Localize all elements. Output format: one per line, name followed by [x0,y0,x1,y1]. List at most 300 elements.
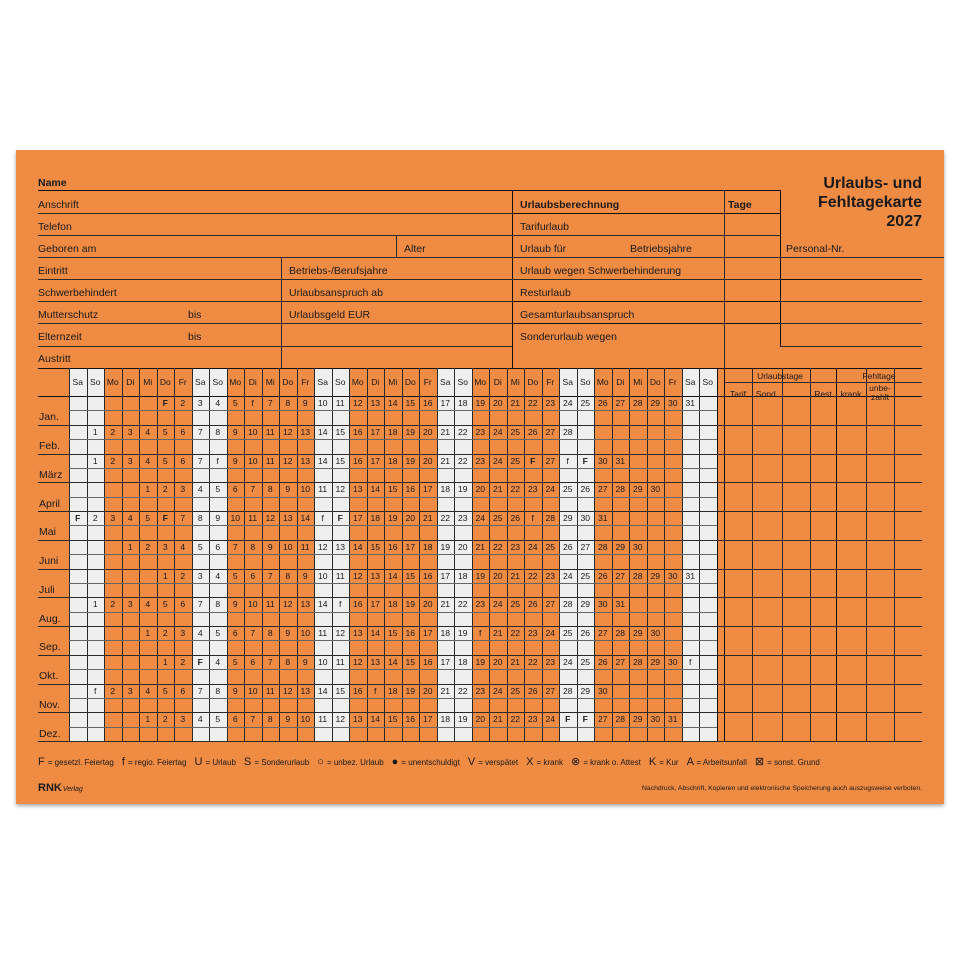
day-cell[interactable]: 16 [405,484,416,495]
day-cell[interactable]: 10 [282,541,293,552]
day-cell[interactable]: 22 [527,656,538,667]
day-cell[interactable]: 2 [110,455,116,466]
day-cell[interactable]: 16 [352,599,363,610]
day-cell[interactable]: 11 [265,685,275,696]
day-cell[interactable]: f [566,455,569,466]
day-cell[interactable]: 27 [597,484,608,495]
day-cell[interactable]: 17 [422,714,433,725]
day-cell[interactable]: 21 [440,455,451,466]
day-cell[interactable]: 21 [440,426,451,437]
day-cell[interactable]: 13 [300,455,311,466]
day-cell[interactable]: F [162,513,168,523]
day-cell[interactable]: 16 [405,714,416,725]
day-cell[interactable]: 28 [562,685,573,696]
day-cell[interactable]: 3 [127,599,133,610]
day-cell[interactable]: 27 [597,714,608,725]
day-cell[interactable]: 4 [145,426,151,437]
day-cell[interactable]: 24 [492,426,503,437]
day-cell[interactable]: 17 [370,455,381,466]
day-cell[interactable]: 2 [162,714,168,725]
day-cell[interactable]: 11 [335,570,345,581]
day-cell[interactable]: 28 [615,628,626,638]
day-cell[interactable]: 20 [492,570,503,581]
day-cell[interactable]: f [216,455,219,466]
day-cell[interactable]: 10 [300,484,311,495]
day-cell[interactable]: 14 [317,599,328,610]
day-cell[interactable]: 29 [632,714,643,725]
day-cell[interactable]: 23 [475,599,486,610]
day-cell[interactable]: 23 [475,455,486,466]
day-cell[interactable]: 15 [370,541,381,552]
day-cell[interactable]: 17 [405,541,416,552]
day-cell[interactable]: 9 [232,426,238,437]
day-cell[interactable]: 1 [92,426,98,437]
day-cell[interactable]: 14 [387,398,398,408]
day-cell[interactable]: 24 [562,656,573,667]
day-cell[interactable]: 26 [597,398,608,408]
day-cell[interactable]: 13 [352,628,363,638]
day-cell[interactable]: 7 [232,541,238,552]
day-cell[interactable]: 14 [317,426,328,437]
day-cell[interactable]: 6 [180,455,186,466]
day-cell[interactable]: 26 [510,513,521,523]
day-cell[interactable]: F [162,398,168,408]
day-cell[interactable]: f [94,685,97,696]
day-cell[interactable]: 7 [180,513,186,523]
day-cell[interactable]: 25 [510,685,521,696]
day-cell[interactable]: 21 [492,628,503,638]
day-cell[interactable]: 15 [387,714,398,725]
day-cell[interactable]: 13 [370,398,381,408]
day-cell[interactable]: 2 [180,398,186,408]
day-cell[interactable]: 11 [248,513,258,523]
day-cell[interactable]: 18 [387,426,398,437]
day-cell[interactable]: 17 [440,656,451,667]
day-cell[interactable]: 10 [230,513,241,523]
day-cell[interactable]: 4 [180,541,186,552]
day-cell[interactable]: 3 [110,513,116,523]
day-cell[interactable]: 26 [527,685,538,696]
day-cell[interactable]: 27 [545,685,556,696]
day-cell[interactable]: 14 [370,714,381,725]
day-cell[interactable]: 18 [370,513,381,523]
day-cell[interactable]: 16 [422,656,433,667]
day-cell[interactable]: 15 [335,455,346,466]
day-cell[interactable]: 12 [335,484,346,495]
day-cell[interactable]: 12 [335,714,346,725]
day-cell[interactable]: 28 [615,714,626,725]
day-cell[interactable]: 8 [197,513,203,523]
day-cell[interactable]: 13 [300,685,311,696]
day-cell[interactable]: 25 [510,599,521,610]
day-cell[interactable]: 22 [457,685,468,696]
day-cell[interactable]: 18 [422,541,433,552]
day-cell[interactable]: 14 [317,685,328,696]
day-cell[interactable]: 2 [180,570,186,581]
day-cell[interactable]: 8 [215,426,221,437]
day-cell[interactable]: 16 [352,426,363,437]
day-cell[interactable]: 13 [370,570,381,581]
day-cell[interactable]: 4 [197,714,203,725]
day-cell[interactable]: 9 [302,570,308,581]
day-cell[interactable]: 15 [405,570,416,581]
day-cell[interactable]: f [374,685,377,696]
day-cell[interactable]: 5 [232,398,238,408]
day-cell[interactable]: 11 [265,599,275,610]
day-cell[interactable]: 23 [510,541,521,552]
day-cell[interactable]: 3 [180,714,186,725]
day-cell[interactable]: 7 [197,685,203,696]
day-cell[interactable]: 25 [510,426,521,437]
day-cell[interactable]: 9 [232,685,238,696]
day-cell[interactable]: 6 [250,570,256,581]
day-cell[interactable]: 18 [457,656,468,667]
day-cell[interactable]: 31 [685,398,696,408]
day-cell[interactable]: 11 [335,398,345,408]
day-cell[interactable]: 20 [457,541,468,552]
day-cell[interactable]: 22 [492,541,503,552]
day-cell[interactable]: 7 [267,656,273,667]
day-cell[interactable]: 27 [545,426,556,437]
day-cell[interactable]: 5 [232,570,238,581]
day-cell[interactable]: 17 [440,570,451,581]
day-cell[interactable]: 8 [285,656,291,667]
day-cell[interactable]: 12 [352,398,363,408]
day-cell[interactable]: F [197,656,203,667]
day-cell[interactable]: 9 [215,513,221,523]
day-cell[interactable]: 6 [180,426,186,437]
day-cell[interactable]: 12 [317,541,328,552]
day-cell[interactable]: 18 [440,628,451,638]
day-cell[interactable]: 22 [527,570,538,581]
day-cell[interactable]: 1 [145,628,151,638]
day-cell[interactable]: 24 [492,455,503,466]
day-cell[interactable]: 21 [510,398,521,408]
day-cell[interactable]: 23 [527,714,538,725]
day-cell[interactable]: 12 [282,685,293,696]
day-cell[interactable]: 24 [492,599,503,610]
day-cell[interactable]: 7 [197,599,203,610]
day-cell[interactable]: 19 [405,426,416,437]
day-cell[interactable]: 14 [387,656,398,667]
day-cell[interactable]: 14 [370,628,381,638]
day-cell[interactable]: 23 [527,628,538,638]
day-cell[interactable]: 11 [265,426,275,437]
day-cell[interactable]: 30 [580,513,591,523]
day-cell[interactable]: 15 [335,426,346,437]
day-cell[interactable]: 3 [197,398,203,408]
day-cell[interactable]: 29 [632,628,643,638]
day-cell[interactable]: 24 [545,628,556,638]
day-cell[interactable]: 1 [92,455,98,466]
day-cell[interactable]: 24 [545,714,556,725]
day-cell[interactable]: 18 [440,714,451,725]
day-cell[interactable]: 10 [300,714,311,725]
day-cell[interactable]: 29 [650,398,661,408]
day-cell[interactable]: 11 [300,541,310,552]
day-cell[interactable]: 5 [215,628,221,638]
day-cell[interactable]: 19 [475,570,486,581]
day-cell[interactable]: 8 [285,570,291,581]
day-cell[interactable]: 3 [127,685,133,696]
day-cell[interactable]: 16 [422,570,433,581]
day-cell[interactable]: 6 [232,714,238,725]
day-cell[interactable]: 19 [405,599,416,610]
day-cell[interactable]: 1 [92,599,98,610]
day-cell[interactable]: 2 [180,656,186,667]
day-cell[interactable]: 23 [545,398,556,408]
day-cell[interactable]: f [531,513,534,523]
day-cell[interactable]: 26 [527,599,538,610]
day-cell[interactable]: 12 [282,455,293,466]
day-cell[interactable]: 30 [597,599,608,610]
day-cell[interactable]: 9 [267,541,273,552]
day-cell[interactable]: 13 [282,513,293,523]
day-cell[interactable]: 29 [562,513,573,523]
day-cell[interactable]: 27 [597,628,608,638]
day-cell[interactable]: 3 [197,570,203,581]
day-cell[interactable]: 26 [562,541,573,552]
day-cell[interactable]: 5 [215,714,221,725]
day-cell[interactable]: F [75,513,81,523]
day-cell[interactable]: 30 [667,398,678,408]
day-cell[interactable]: 20 [422,455,433,466]
day-cell[interactable]: 29 [615,541,626,552]
day-cell[interactable]: 24 [562,570,573,581]
day-cell[interactable]: 29 [580,599,591,610]
day-cell[interactable]: F [565,714,571,725]
day-cell[interactable]: 20 [422,426,433,437]
day-cell[interactable]: 20 [422,599,433,610]
day-cell[interactable]: 6 [250,656,256,667]
day-cell[interactable]: 9 [285,714,291,725]
day-cell[interactable]: 3 [127,455,133,466]
day-cell[interactable]: 4 [127,513,133,523]
day-cell[interactable]: 2 [92,513,98,523]
day-cell[interactable]: 2 [110,599,116,610]
day-cell[interactable]: 13 [370,656,381,667]
day-cell[interactable]: 19 [457,484,468,495]
day-cell[interactable]: 8 [267,628,273,638]
day-cell[interactable]: 10 [317,398,328,408]
day-cell[interactable]: 8 [215,599,221,610]
day-cell[interactable]: 28 [632,570,643,581]
day-cell[interactable]: 16 [422,398,433,408]
day-cell[interactable]: 12 [352,570,363,581]
day-cell[interactable]: 18 [387,455,398,466]
day-cell[interactable]: 17 [370,599,381,610]
day-cell[interactable]: 5 [162,599,168,610]
day-cell[interactable]: 27 [545,455,556,466]
day-cell[interactable]: 19 [405,685,416,696]
day-cell[interactable]: 14 [317,455,328,466]
day-cell[interactable]: 19 [475,656,486,667]
day-cell[interactable]: 25 [545,541,556,552]
day-cell[interactable]: 22 [457,599,468,610]
day-cell[interactable]: 28 [562,426,573,437]
day-cell[interactable]: 2 [110,426,116,437]
day-cell[interactable]: 21 [492,484,503,495]
day-cell[interactable]: 10 [247,426,258,437]
day-cell[interactable]: 10 [247,599,258,610]
day-cell[interactable]: 22 [527,398,538,408]
day-cell[interactable]: 3 [180,484,186,495]
day-cell[interactable]: 20 [492,656,503,667]
day-cell[interactable]: 14 [300,513,311,523]
day-cell[interactable]: 10 [300,628,311,638]
day-cell[interactable]: 28 [597,541,608,552]
day-cell[interactable]: 10 [317,656,328,667]
day-cell[interactable]: 13 [335,541,346,552]
day-cell[interactable]: 17 [422,484,433,495]
day-cell[interactable]: 11 [318,714,328,725]
day-cell[interactable]: 11 [335,656,345,667]
day-cell[interactable]: 7 [250,628,256,638]
day-cell[interactable]: 17 [440,398,451,408]
day-cell[interactable]: 5 [145,513,151,523]
day-cell[interactable]: 28 [615,484,626,495]
day-cell[interactable]: 9 [285,484,291,495]
day-cell[interactable]: 4 [197,484,203,495]
day-cell[interactable]: 6 [215,541,221,552]
day-cell[interactable]: 15 [387,628,398,638]
day-cell[interactable]: 22 [457,455,468,466]
day-cell[interactable]: 2 [162,628,168,638]
day-cell[interactable]: f [339,599,342,610]
day-cell[interactable]: 9 [302,656,308,667]
day-cell[interactable]: 22 [510,484,521,495]
day-cell[interactable]: 27 [545,599,556,610]
day-cell[interactable]: 15 [335,685,346,696]
day-cell[interactable]: 30 [632,541,643,552]
day-cell[interactable]: 16 [352,455,363,466]
day-cell[interactable]: 16 [352,685,363,696]
day-cell[interactable]: 29 [632,484,643,495]
day-cell[interactable]: 15 [405,656,416,667]
day-cell[interactable]: 24 [545,484,556,495]
day-cell[interactable]: 18 [387,685,398,696]
day-cell[interactable]: 29 [580,685,591,696]
day-cell[interactable]: 17 [370,426,381,437]
day-cell[interactable]: 6 [232,628,238,638]
day-cell[interactable]: 31 [597,513,608,523]
day-cell[interactable]: 23 [475,426,486,437]
day-cell[interactable]: F [337,513,343,523]
day-cell[interactable]: 12 [335,628,346,638]
day-cell[interactable]: 5 [162,426,168,437]
day-cell[interactable]: 11 [318,628,328,638]
day-cell[interactable]: 16 [387,541,398,552]
day-cell[interactable]: 23 [545,570,556,581]
day-cell[interactable]: F [582,714,588,725]
day-cell[interactable]: 27 [615,570,626,581]
day-cell[interactable]: 30 [597,455,608,466]
day-cell[interactable]: 14 [387,570,398,581]
day-cell[interactable]: 30 [667,656,678,667]
day-cell[interactable]: 9 [285,628,291,638]
day-cell[interactable]: 2 [162,484,168,495]
day-cell[interactable]: 4 [215,656,221,667]
day-cell[interactable]: 25 [510,455,521,466]
day-cell[interactable]: 11 [318,484,328,495]
day-cell[interactable]: 25 [580,656,591,667]
day-cell[interactable]: 20 [405,513,416,523]
day-cell[interactable]: 29 [650,570,661,581]
day-cell[interactable]: F [530,455,536,466]
day-cell[interactable]: 21 [440,599,451,610]
day-cell[interactable]: 16 [405,628,416,638]
day-cell[interactable]: 31 [615,599,626,610]
day-cell[interactable]: 13 [300,599,311,610]
day-cell[interactable]: 22 [510,714,521,725]
day-cell[interactable]: 9 [302,398,308,408]
day-cell[interactable]: 19 [387,513,398,523]
day-cell[interactable]: 6 [232,484,238,495]
day-cell[interactable]: 19 [457,714,468,725]
day-cell[interactable]: 14 [370,484,381,495]
day-cell[interactable]: 3 [162,541,168,552]
day-cell[interactable]: 22 [457,426,468,437]
day-cell[interactable]: f [321,513,324,523]
day-cell[interactable]: 20 [475,714,486,725]
day-cell[interactable]: 30 [597,685,608,696]
day-cell[interactable]: 8 [250,541,256,552]
day-cell[interactable]: 20 [422,685,433,696]
day-cell[interactable]: 26 [597,656,608,667]
day-cell[interactable]: 21 [510,570,521,581]
day-cell[interactable]: 26 [527,426,538,437]
day-cell[interactable]: 12 [282,426,293,437]
day-cell[interactable]: 15 [387,484,398,495]
day-cell[interactable]: 21 [475,541,486,552]
day-cell[interactable]: 18 [440,484,451,495]
day-cell[interactable]: 8 [215,685,221,696]
day-cell[interactable]: 12 [265,513,276,523]
day-cell[interactable]: 29 [650,656,661,667]
day-cell[interactable]: 31 [685,570,696,581]
day-cell[interactable]: 27 [615,656,626,667]
day-cell[interactable]: 22 [510,628,521,638]
day-cell[interactable]: 31 [615,455,626,466]
day-cell[interactable]: 30 [650,714,661,725]
day-cell[interactable]: 25 [562,484,573,495]
day-cell[interactable]: 27 [615,398,626,408]
day-cell[interactable]: 1 [145,484,151,495]
day-cell[interactable]: 6 [180,685,186,696]
day-cell[interactable]: 19 [405,455,416,466]
day-cell[interactable]: 5 [232,656,238,667]
day-cell[interactable]: 30 [650,628,661,638]
day-cell[interactable]: 23 [457,513,468,523]
day-cell[interactable]: 25 [580,398,591,408]
day-cell[interactable]: 2 [145,541,151,552]
day-cell[interactable]: 23 [545,656,556,667]
day-cell[interactable]: 4 [145,455,151,466]
day-cell[interactable]: 12 [352,656,363,667]
day-cell[interactable]: 4 [215,570,221,581]
day-cell[interactable]: 19 [440,541,451,552]
day-cell[interactable]: 25 [580,570,591,581]
day-cell[interactable]: 12 [282,599,293,610]
day-cell[interactable]: 19 [457,628,468,638]
day-cell[interactable]: 1 [162,656,168,667]
day-cell[interactable]: 18 [457,398,468,408]
day-cell[interactable]: f [479,628,482,638]
day-cell[interactable]: f [689,656,692,667]
day-cell[interactable]: 10 [317,570,328,581]
day-cell[interactable]: 8 [285,398,291,408]
day-cell[interactable]: 28 [545,513,556,523]
